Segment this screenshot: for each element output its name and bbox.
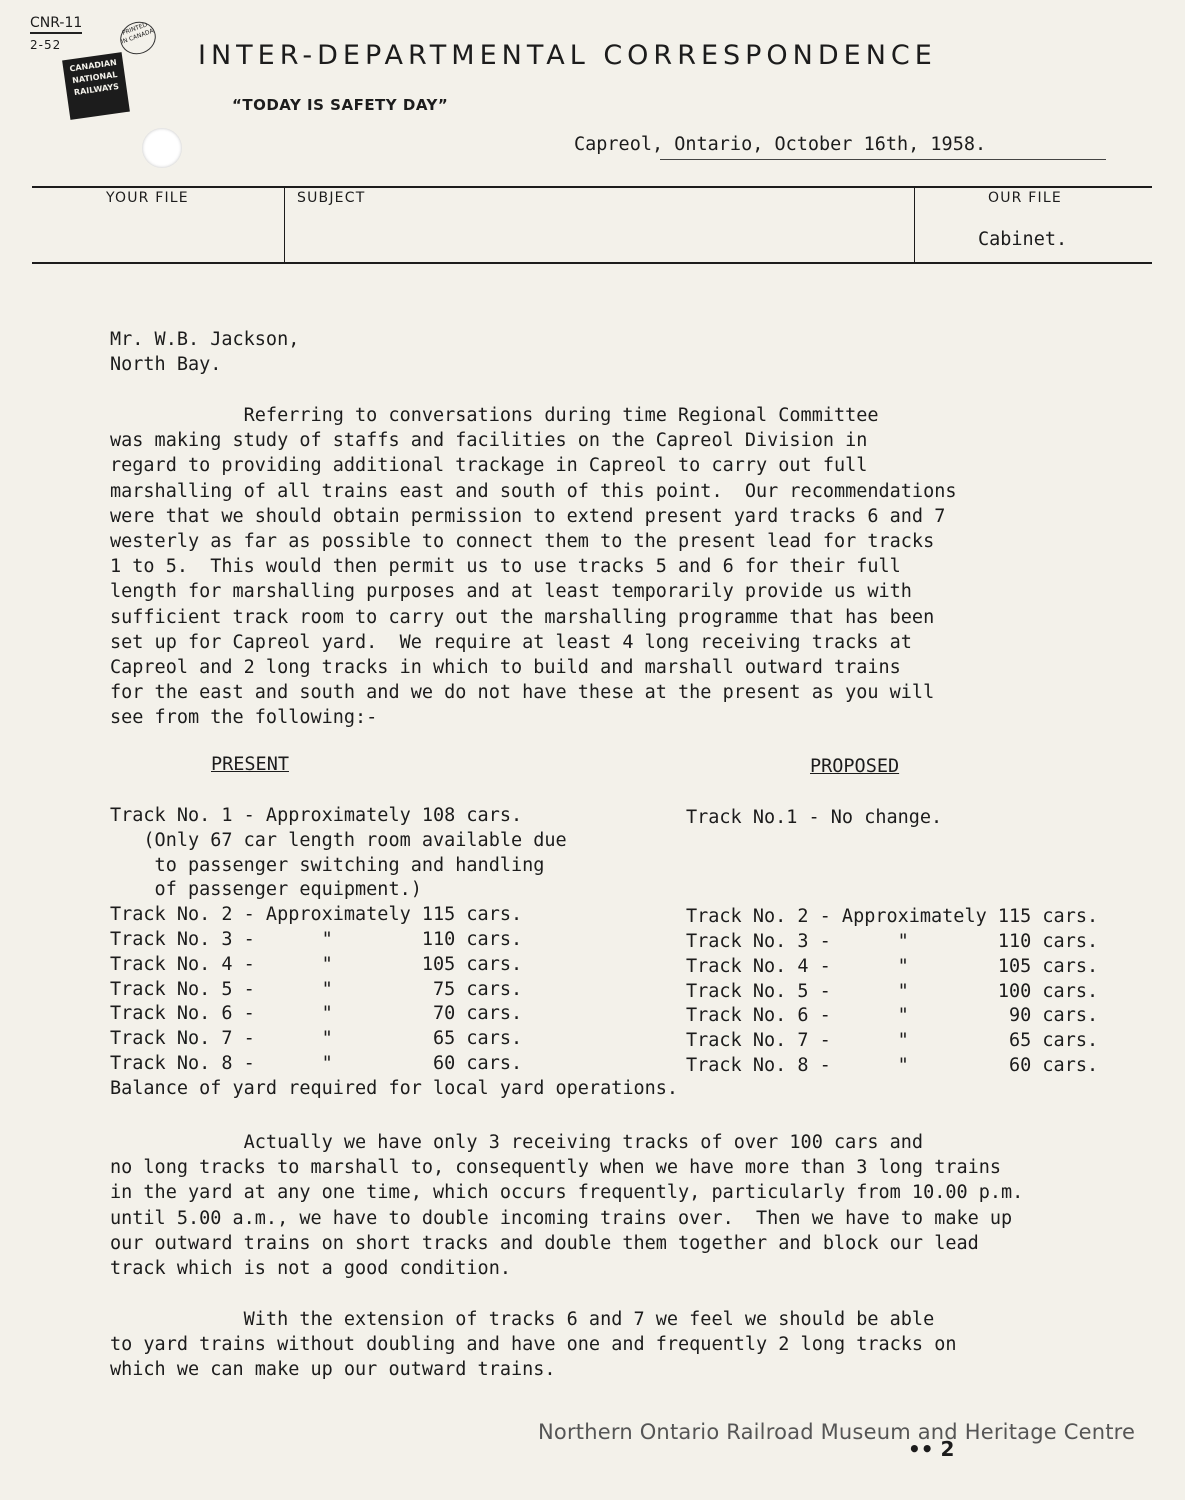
our-file-label: OUR FILE	[988, 190, 1062, 206]
place-and-date: Capreol, Ontario, October 16th, 1958.	[574, 134, 987, 155]
cn-logo: CANADIAN NATIONAL RAILWAYS	[62, 52, 130, 120]
our-file-value: Cabinet.	[978, 229, 1068, 250]
body-paragraph-2: Actually we have only 3 receiving tracks of over 100 cars and no long tracks to marshall to, consequently when we have more than 3 long trains in the yard at any one time, which occurs frequently, particularly from 10.00 p.m. until 5.00 a.m., we have to double incoming trains over. Then we have to make up our outward trains on short tracks and double them together and block our lead track which is not a good condition.	[110, 1132, 1024, 1280]
addressee: Mr. W.B. Jackson, North Bay.	[110, 329, 300, 375]
body-paragraph-1: Referring to conversations during time Regional Committee was making study of staffs and facilities on the Capreol Division in regard to providing additional trackage in Capreol to carry out full marshalling of all trains east and south of this point. Our recommendations were that we should obtain permission to extend present yard tracks 6 and 7 westerly as far as possible to connect them to the present lead for tracks 1 to 5. This would then permit us to use tracks 5 and 6 for their full length for marshalling purposes and at least temporarily provide us with sufficient track room to carry out the marshalling programme that has been set up for Capreol yard. We require at least 4 long receiving tracks at Capreol and 2 long tracks in which to build and marshall outward trains for the east and south and we do not have these at the present as you will see from the following:-	[110, 405, 957, 729]
printed-in-canada-seal: PRINTED IN CANADA	[116, 17, 161, 59]
safety-slogan: “TODAY IS SAFETY DAY”	[232, 96, 449, 114]
museum-watermark: Northern Ontario Railroad Museum and Heritage Centre	[538, 1420, 1136, 1444]
form-date: 2-52	[30, 38, 62, 52]
proposed-tracks-list: Track No.1 - No change. Track No. 2 - Approximately 115 cars. Track No. 3 - " 110 cars. Track No. 4 - " 105 cars. Track No. 5 - " 100 cars. Track No. 6 - " 90 cars. Track No. 7 - " 65 cars. Track No. 8 - " 60 cars.	[686, 807, 1099, 1076]
form-code	[30, 14, 82, 54]
document-title: INTER-DEPARTMENTAL CORRESPONDENCE	[198, 40, 937, 71]
punch-hole	[142, 128, 182, 168]
form-number: CNR-11	[30, 15, 82, 34]
present-heading: PRESENT	[211, 754, 289, 775]
present-tracks-list: Track No. 1 - Approximately 108 cars. (Only 67 car length room available due to passenger switching and handling of passenger equipment.) Track No. 2 - Approximately 115 cars. Track No. 3 - " 110 cars. Track No. 4 - " 105 cars. Track No. 5 - " 75 cars. Track No. 6 - " 70 cars. Track No. 7 - " 65 cars. Track No. 8 - " 60 cars. Balance of yard required for local yard operations.	[110, 805, 679, 1099]
file-bar-divider	[914, 188, 915, 262]
proposed-heading: PROPOSED	[810, 756, 900, 777]
your-file-label: YOUR FILE	[106, 190, 189, 206]
file-bar-divider	[284, 188, 285, 262]
file-bar-top-rule	[32, 186, 1152, 188]
file-bar-bottom-rule	[32, 262, 1152, 264]
body-paragraph-3: With the extension of tracks 6 and 7 we feel we should be able to yard trains without doubling and have one and frequently 2 long tracks on which we can make up our outward trains.	[110, 1309, 957, 1381]
subject-label: SUBJECT	[297, 190, 366, 206]
date-underline	[660, 159, 1106, 160]
page-marker: •• 2	[908, 1437, 955, 1461]
